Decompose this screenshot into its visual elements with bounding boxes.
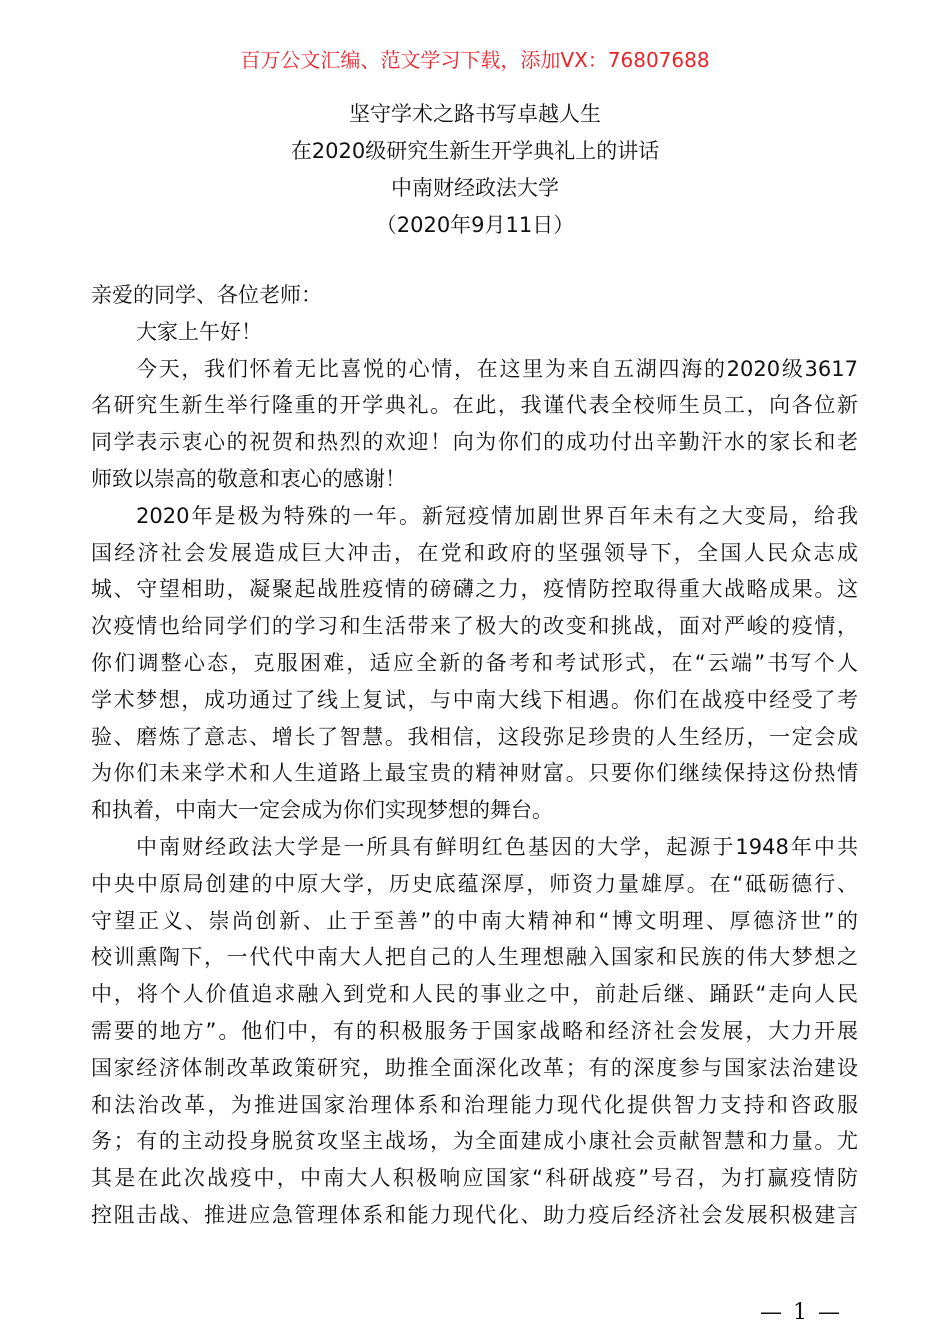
paragraph-line: 守望正义、崇尚创新、止于至善”的中南大精神和“博文明理、厚德济世”的 — [91, 908, 858, 933]
paragraph-line: 大家上午好！ — [136, 319, 262, 344]
paragraph-line: 次疫情也给同学们的学习和生活带来了极大的改变和挑战，面对严峻的疫情， — [91, 614, 858, 639]
paragraph-line: 需要的地方”。他们中，有的积极服务于国家战略和经济社会发展，大力开展 — [91, 1018, 858, 1043]
document-date: （2020年9月11日） — [375, 213, 575, 237]
title-block — [0, 96, 950, 244]
paragraph-line: 学术梦想，成功通过了线上复试，与中南大线下相遇。你们在战疫中经受了考 — [91, 687, 858, 712]
paragraph-line: 和执着，中南大一定会成为你们实现梦想的舞台。 — [91, 798, 553, 823]
paragraph — [91, 498, 858, 829]
paragraph-line: 和法治改革，为推进国家治理体系和治理能力现代化提供智力支持和咨政服 — [91, 1092, 858, 1117]
paragraph-line: 中南财经政法大学是一所具有鲜明红色基因的大学，起源于1948年中共 — [136, 834, 858, 859]
paragraph-line: 务；有的主动投身脱贫攻坚主战场，为全面建成小康社会贡献智慧和力量。尤 — [91, 1129, 858, 1154]
paragraph-line: 中央中原局创建的中原大学，历史底蕴深厚，师资力量雄厚。在“砥砺德行、 — [91, 871, 858, 896]
paragraph — [91, 829, 858, 1234]
paragraph — [91, 351, 858, 498]
paragraph-line: 为你们未来学术和人生道路上最宝贵的精神财富。只要你们继续保持这份热情 — [91, 761, 858, 786]
paragraph-line: 城、守望相助，凝聚起战胜疫情的磅礴之力，疫情防控取得重大战略成果。这 — [91, 577, 858, 602]
document-subtitle: 在2020级研究生新生开学典礼上的讲话 — [290, 139, 660, 163]
paragraph-line: 2020年是极为特殊的一年。新冠疫情加剧世界百年未有之大变局，给我 — [136, 503, 858, 528]
paragraph-line: 名研究生新生举行隆重的开学典礼。在此，我谨代表全校师生员工，向各位新 — [91, 393, 858, 418]
paragraph-line: 国家经济体制改革政策研究，助推全面深化改革；有的深度参与国家法治建设 — [91, 1055, 858, 1080]
paragraph-line: 同学表示衷心的祝贺和热烈的欢迎！向为你们的成功付出辛勤汗水的家长和老 — [91, 430, 858, 455]
paragraph-line: 校训熏陶下，一代代中南大人把自己的人生理想融入国家和民族的伟大梦想之 — [91, 945, 858, 970]
document-title: 坚守学术之路书写卓越人生 — [349, 102, 601, 126]
watermark-header: 百万公文汇编、范文学习下载，添加VX：76807688 — [240, 48, 710, 72]
page-number: — 1 — — [760, 1300, 842, 1325]
paragraph-line: 国经济社会发展造成巨大冲击，在党和政府的坚强领导下，全国人民众志成 — [91, 540, 858, 565]
author-institution: 中南财经政法大学 — [391, 176, 559, 200]
paragraph-line: 你们调整心态，克服困难，适应全新的备考和考试形式，在“云端”书写个人 — [91, 650, 858, 675]
paragraph-line: 中，将个人价值追求融入到党和人民的事业之中，前赴后继、踊跃“走向人民 — [91, 982, 858, 1007]
paragraph-line: 今天，我们怀着无比喜悦的心情，在这里为来自五湖四海的2020级3617 — [136, 356, 858, 381]
paragraph-line: 其是在此次战疫中，中南大人积极响应国家“科研战疫”号召，为打赢疫情防 — [91, 1166, 858, 1191]
document-body — [91, 277, 858, 1234]
paragraph-line: 师致以崇高的敬意和衷心的感谢！ — [91, 466, 406, 491]
paragraph-line: 控阻击战、推进应急管理体系和能力现代化、助力疫后经济社会发展积极建言 — [91, 1202, 858, 1227]
paragraph — [91, 314, 858, 351]
paragraph-line: 验、磨炼了意志、增长了智慧。我相信，这段弥足珍贵的人生经历，一定会成 — [91, 724, 858, 749]
salutation: 亲爱的同学、各位老师： — [91, 283, 322, 307]
